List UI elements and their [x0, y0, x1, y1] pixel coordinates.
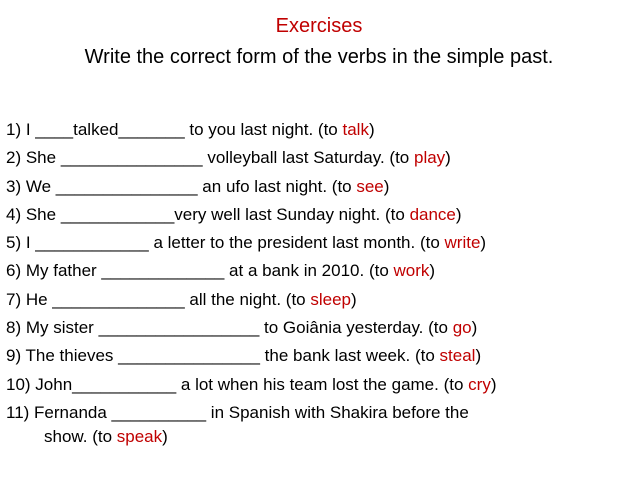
item-number: 3) — [6, 176, 22, 196]
instruction-text: Write the correct form of the verbs in the simple past. — [84, 46, 554, 68]
item-verb: go — [452, 318, 472, 338]
item-number: 10) — [6, 374, 31, 394]
item-verb: talk — [342, 120, 369, 139]
item-verb: work — [393, 261, 430, 281]
item-text: Fernanda __________ in Spanish with Shakira before the — [29, 402, 469, 422]
item-verb: speak — [116, 426, 163, 446]
item-text: John___________ a lot when his team lost the game. (to — [30, 374, 469, 394]
exercise-item-7 — [6, 286, 634, 314]
item-verb: see — [356, 176, 384, 196]
exercise-item-9 — [6, 342, 634, 370]
item-end: ) — [490, 374, 497, 394]
item-end: ) — [475, 346, 482, 366]
exercise-item-6 — [6, 257, 634, 285]
item-end: ) — [455, 204, 462, 224]
item-end: ) — [471, 318, 478, 338]
exercise-item-11 — [6, 399, 634, 449]
item-number: 4) — [6, 204, 22, 224]
item-end: ) — [351, 289, 357, 309]
item-end: ) — [383, 176, 390, 196]
item-verb: cry — [468, 374, 491, 394]
item-text: He ______________ all the night. (to — [21, 289, 311, 309]
item-verb: write — [444, 233, 481, 253]
item-end: ) — [445, 148, 451, 168]
item-number: 7) — [6, 289, 22, 309]
item-verb: steal — [439, 346, 476, 366]
item-text: She ____________very well last Sunday night. (to — [21, 204, 410, 224]
item-text: The thieves _______________ the bank last week. (to — [21, 346, 440, 366]
item-text: We _______________ an ufo last night. (to — [21, 176, 357, 196]
exercise-item-5 — [6, 229, 634, 257]
item-verb: dance — [409, 204, 456, 224]
item-verb: sleep — [310, 289, 351, 309]
item-end: ) — [162, 426, 168, 446]
exercise-item-1 — [6, 116, 634, 144]
title-block — [0, 14, 638, 73]
exercise-item-8 — [6, 314, 634, 342]
item-number: 9) — [6, 346, 22, 366]
item-text: She _______________ volleyball last Saturday. (to — [21, 148, 414, 168]
item-text: I ____ — [21, 120, 74, 139]
exercise-item-10 — [6, 371, 634, 399]
exercise-item-3 — [6, 173, 634, 201]
item-end: ) — [429, 261, 436, 281]
item-number: 2) — [6, 148, 22, 168]
item-continuation — [6, 425, 634, 449]
item-end: ) — [368, 120, 375, 139]
item-text: I ____________ a letter to the president last month. (to — [21, 233, 445, 253]
item-answer: talked — [73, 120, 119, 139]
item-number: 11) — [6, 402, 30, 422]
item-number: 8) — [6, 318, 22, 338]
item-verb: play — [413, 148, 446, 168]
exercise-item-4 — [6, 201, 634, 229]
item-number: 5) — [6, 233, 22, 253]
exercise-list — [6, 116, 634, 449]
exercise-item-2 — [6, 144, 634, 172]
item-text: _______ to you last night. (to — [118, 120, 343, 139]
item-text: My sister _________________ to Goiânia yesterday. (to — [21, 318, 453, 338]
slide-title: Exercises — [275, 15, 363, 37]
item-text: My father _____________ at a bank in 2010. (to — [21, 261, 394, 281]
item-text: show. (to — [44, 426, 117, 446]
item-end: ) — [480, 233, 487, 253]
item-number: 1) — [6, 120, 22, 139]
item-number: 6) — [6, 261, 22, 281]
